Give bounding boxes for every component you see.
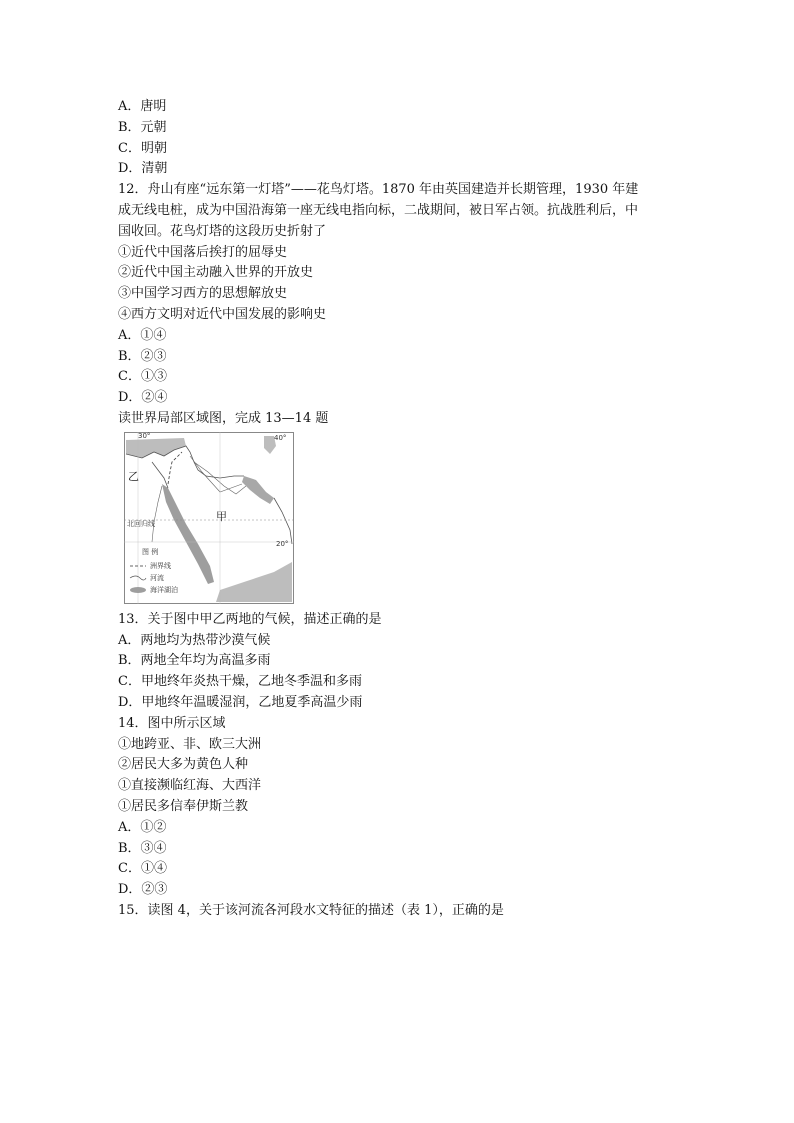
option: A．唐明: [118, 99, 167, 114]
label-jia: 甲: [216, 509, 227, 523]
option: B．②③: [118, 348, 167, 364]
regional-map: [124, 432, 294, 604]
option: B．元朝: [118, 119, 167, 135]
legend-sea-symbol: [130, 587, 146, 593]
instruction-13-14: 读世界局部区域图，完成 13—14 题: [118, 410, 329, 426]
option: B．③④: [118, 840, 167, 856]
map-figure: [124, 432, 294, 604]
option: C．甲地终年炎热干燥，乙地冬季温和多雨: [118, 674, 362, 690]
option: A．①②: [118, 819, 167, 835]
statement-item: ④西方文明对近代中国发展的影响史: [118, 306, 327, 322]
option: C．①③: [118, 369, 167, 385]
option: D．清朝: [118, 161, 168, 177]
legend-boundary: 洲界线: [150, 561, 171, 570]
lon-40-label: 40°: [274, 433, 287, 442]
question-12: [118, 180, 688, 409]
statement-item: ①直接濒临红海、大西洋: [118, 778, 262, 794]
statement-item: ①居民多信奉伊斯兰教: [118, 798, 249, 814]
statement-item: ③中国学习西方的思想解放史: [118, 286, 288, 302]
lon-30-label: 30°: [138, 431, 151, 440]
question-13: [118, 610, 688, 714]
lat-20-label: 20°: [276, 539, 289, 548]
legend-sea: 海洋湖泊: [150, 585, 178, 594]
question-14: [118, 714, 688, 901]
legend-river: 河流: [150, 573, 164, 582]
option: D．甲地终年温暖湿润，乙地夏季高温少雨: [118, 694, 363, 710]
option: A．两地均为热带沙漠气候: [118, 632, 271, 648]
option: C．①④: [118, 861, 167, 877]
option: B．两地全年均为高温多雨: [118, 653, 271, 669]
option: D．②③: [118, 882, 168, 898]
option: C．明朝: [118, 140, 167, 156]
legend-title: 图 例: [142, 547, 159, 556]
q14-stem: 14．图中所示区域: [118, 715, 226, 731]
statement-item: ①地跨亚、非、欧三大洲: [118, 736, 262, 752]
q11-options: [118, 97, 688, 180]
statement-item: ②居民大多为黄色人种: [118, 757, 249, 773]
statement-item: ②近代中国主动融入世界的开放史: [118, 265, 314, 281]
tropic-label: 北回归线: [127, 519, 155, 528]
q12-stem-line: 国收回。花鸟灯塔的这段历史折射了: [118, 223, 327, 239]
q15-stem: 15．读图 4，关于该河流各河段水文特征的描述（表 1），正确的是: [118, 902, 504, 918]
option: A．①④: [118, 327, 167, 343]
label-yi: 乙: [128, 469, 139, 483]
q13-stem: 13．关于图中甲乙两地的气候，描述正确的是: [118, 611, 382, 627]
option: D．②④: [118, 390, 168, 406]
exam-page: [118, 97, 688, 922]
q12-stem-line: 12．舟山有座“远东第一灯塔”——花鸟灯塔。1870 年由英国建造并长期管理，1930 年建: [118, 182, 639, 198]
q12-stem-line: 成无线电桩，成为中国沿海第一座无线电指向标，二战期间，被日军占领。抗战胜利后，中: [118, 202, 639, 218]
statement-item: ①近代中国落后挨打的屈辱史: [118, 244, 288, 260]
